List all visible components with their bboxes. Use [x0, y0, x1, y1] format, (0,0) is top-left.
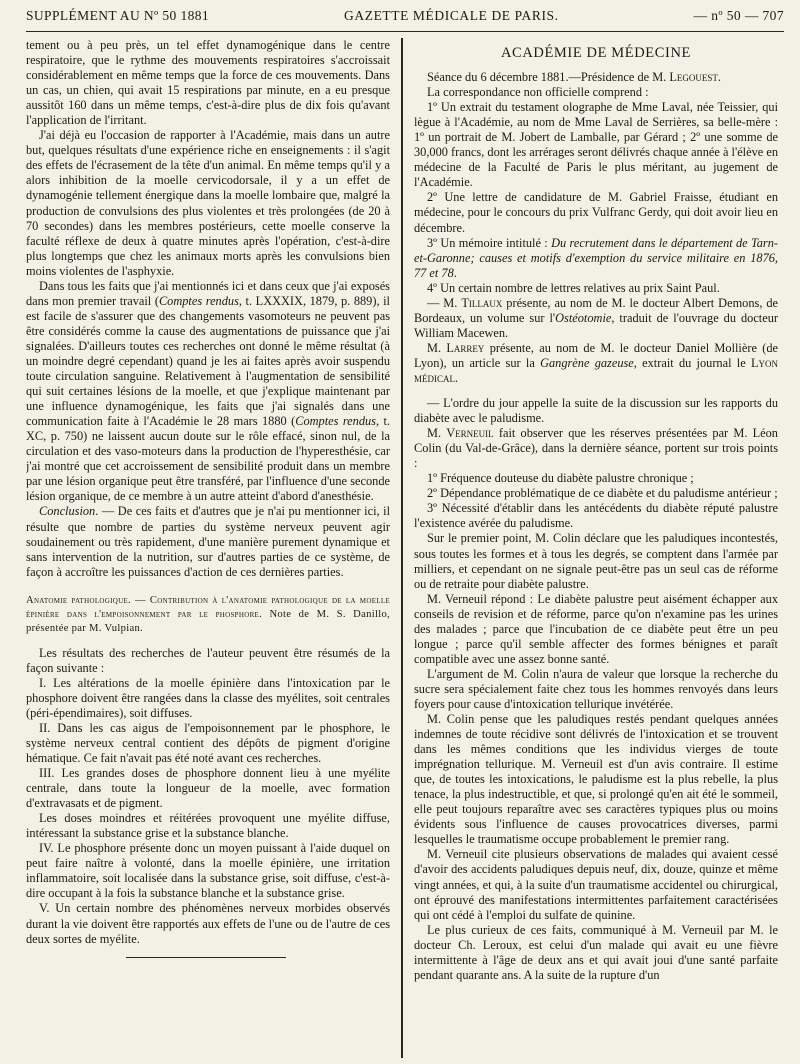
paragraph: M. Verneuil cite plusieurs observations de malades qui avaient cessé d'avoir des accidents paludiques depuis neuf, dix, douze, quinze et même vingt années, et qui, à la suite d'un traumatisme accidentel ou chirurgical, ont éprouvé des manifestations intermittentes parfaitement caractérisées qui ont cédé à l'emploi du sulfate de quinine. [414, 847, 778, 922]
paragraph: L'argument de M. Colin n'aura de valeur que lorsque la recherche du sucre sera spécialement faite chez tous les hommes renvoyés dans leurs foyers pour cause d'intoxication tellurique invétérée. [414, 666, 778, 711]
paragraph: Sur le premier point, M. Colin déclare que les paludiques incontestés, sous toutes les formes et à tous les degrés, se comptent dans l'armée par milliers, et cependant on ne signale peut-être pas un seul cas de réforme ou de retraite pour diabète palustre. [414, 531, 778, 591]
paragraph: — L'ordre du jour appelle la suite de la discussion sur les rapports du diabète avec le paludisme. [414, 396, 778, 426]
columns [26, 38, 784, 1058]
paragraph: M. Larrey présente, au nom de M. le docteur Daniel Mollière (de Lyon), un article sur la Gangrène gazeuse, extrait du journal le Lyon médical. [414, 340, 778, 385]
section-title: ACADÉMIE DE MÉDECINE [500, 45, 691, 61]
paragraph: 1º Fréquence douteuse du diabète palustre chronique ; [427, 471, 694, 486]
right-column [414, 38, 778, 1058]
paragraph: Le plus curieux de ces faits, communiqué à M. Verneuil par M. le docteur Ch. Leroux, est celui d'un malade qui avait eu une fièvre intermittente à l'âge de deux ans et qui avait joui d'une santé parfaite pendant quarante ans. A la suite de la rupture d'un [414, 922, 778, 982]
left-column [26, 38, 390, 1058]
paragraph: III. Les grandes doses de phosphore donnent lieu à une myélite centrale, dans toute la longueur de la moelle, avec formation d'extravasats et de pigment. [26, 766, 390, 811]
end-rule [126, 957, 286, 958]
paragraph: M. Verneuil fait observer que les réserves présentées par M. Léon Colin (du Val-de-Grâce), dans la dernière séance, portent sur trois points : [414, 426, 778, 471]
paragraph: tement ou à peu près, un tel effet dynamogénique dans le centre respiratoire, que le rythme des mouvements respiratoires s'accroissait considérablement en même temps que la force de ces mouvements. Dans un cas, un chien, qui avait 15 respirations par minute, en a eu presque aussitôt 160 dans un même temps, c'est-à-dire plus de dix fois qu'avant l'application de l'irritant. [26, 38, 390, 128]
header-journal-title: GAZETTE MÉDICALE DE PARIS. [344, 8, 559, 23]
paragraph: 2º Dépendance problématique de ce diabète et du paludisme antérieur ; [427, 486, 778, 501]
paragraph: 1º Un extrait du testament olographe de Mme Laval, née Teissier, qui lègue à l'Académie, au nom de Mme Laval de Serrières, sa belle-mère : 1º un portrait de M. Jobert de Lamballe, par Gérard ; 2º une somme de 30,000 francs, dont les arrérages seront délivrés chaque année à l'élève en médecine de la Faculté de Paris le plus méritant, au jugement de l'Académie. [414, 100, 778, 190]
paragraph: M. Colin pense que les paludiques restés pendant quelques années indemnes de toute récidive sont délivrés de l'intoxication et se trouvent dans les mêmes conditions que les individus vierges de toute imprégnation tellurique. M. Verneuil est d'un avis contraire. Il estime que, de toutes les intoxications, le paludisme est la plus rebelle, la plus tenace, la plus indestructible, et que, si prolongé qu'en ait été le sommeil, elle peut toujours reparaître avec ses caractères typiques plus ou moins évidents sous l'influence de causes provocatrices diverses, parmi lesquelles le traumatisme occupe probablement le premier rang. [414, 712, 778, 847]
paragraph: 3º Nécessité d'établir dans les antécédents du diabète réputé palustre l'existence avérée du paludisme. [414, 501, 778, 531]
header-page-number: — nº 50 — 707 [693, 8, 784, 23]
paragraph: Les résultats des recherches de l'auteur peuvent être résumés de la façon suivante : [26, 645, 390, 675]
paragraph: 4º Un certain nombre de lettres relatives au prix Saint Paul. [427, 280, 720, 295]
session-line: Séance du 6 décembre 1881.—Présidence de M. Legouest. [427, 70, 721, 85]
paragraph: 3º Un mémoire intitulé : Du recrutement dans le département de Tarn-et-Garonne; causes et motifs d'exemption du service militaire en 1876, 77 et 78. [414, 235, 778, 280]
page-header [26, 8, 784, 32]
section-heading: Anatomie pathologique. — Contribution à l'anatomie pathologique de la moelle épinière dans l'empoisonnement par le phosphore. Note de M. S. Danillo, présentée par M. Vulpian. [26, 594, 390, 634]
paragraph: Les doses moindres et réitérées provoquent une myélite diffuse, intéressant la substance grise et la substance blanche. [26, 811, 390, 841]
paragraph: 2º Une lettre de candidature de M. Gabriel Fraisse, étudiant en médecine, pour le concours du prix Vulfranc Gerdy, qui doit avoir lieu en décembre. [414, 190, 778, 235]
paragraph: I. Les altérations de la moelle épinière dans l'intoxication par le phosphore doivent être rangées dans la classe des myélites, soit centrales (péri-épendimaires), soit diffuses. [26, 675, 390, 720]
header-supplement: SUPPLÉMENT AU Nº 50 1881 [26, 8, 210, 23]
paragraph: II. Dans les cas aigus de l'empoisonnement par le phosphore, le système nerveux central contient des dépôts de pigment d'origine hématique. Ce fait n'avait pas été noté avant ces recherches. [26, 720, 390, 766]
paragraph: J'ai déjà eu l'occasion de rapporter à l'Académie, mais dans un autre but, quelques résultats d'une expérience riche en enseignements : il s'agit des effets de l'écrasement de la tête d'un animal. En même temps qu'il y a alors inhibition de la moelle cervicodorsale, il y a un effet de dynamogénie tellement énergique dans la moelle lombaire que, malgré la production de convulsions des plus violentes et très prolongées (de 20 à 70 secondes) dans les membres postérieurs, cette moelle conserve la faculté réflexe de deux à quatre minutes après l'opération, c'est-à-dire plus longtemps que chez les animaux morts après les convulsions bien moins violentes de l'asphyxie. [26, 128, 390, 278]
paragraph: — M. Tillaux présente, au nom de M. le docteur Albert Demons, de Bordeaux, un volume sur l'Ostéotomie, traduit de l'ouvrage du docteur William Macewen. [414, 295, 778, 340]
paragraph: IV. Le phosphore présente donc un moyen puissant à l'aide duquel on peut faire naître à volonté, dans la moelle épinière, une irritation inflammatoire, soit localisée dans la substance grise, soit diffuse, c'est-à-dire occupant à la fois la substance blanche et la substance grise. [26, 841, 390, 901]
paragraph: V. Un certain nombre des phénomènes nerveux morbides observés durant la vie doivent être rapportés aux effets de l'une ou de l'autre de ces deux sortes de myélite. [26, 901, 390, 946]
paragraph: Dans tous les faits que j'ai mentionnés ici et dans ceux que j'ai exposés dans mon premier travail (Comptes rendus, t. LXXXIX, 1879, p. 889), il est facile de s'assurer que des changements vasomoteurs ne peuvent pas être considérés comme la cause des augmentations de puissance que j'ai signalées. D'ailleurs toutes ces recherches ont donné le même résultat (à un moindre degré cependant) quand je les ai faites après avoir suspendu toute circulation sanguine. Relativement à l'augmentation de sensibilité qui suit certaines lésions de la moelle, et que j'explique maintenant par une influence dynamogénique, les faits que j'ai signalés dans une communication faite à l'Académie le 28 mars 1880 (Comptes rendus, t. XC, p. 750) ne laissent aucun doute sur le rôle effacé, sinon nul, de la circulation et des vaso-moteurs dans la production de l'hyperesthésie, car j'ai montré que cet accroissement de sensibilité produit dans un membre par une lésion organique peut être transféré, par l'influence d'une seconde lésion organique, de ce membre à un autre atteint d'abord d'anesthésie. [26, 278, 390, 504]
paragraph: M. Verneuil répond : Le diabète palustre peut aisément échapper aux conseils de revision et de réforme, parce qu'on n'examine pas les urines des malades ; parce que l'incubation de ce diabète peut être un peu longue ; parce qu'il semble affecter des formes bénignes et paraît compatible avec une assez bonne santé. [414, 591, 778, 666]
conclusion-paragraph: Conclusion. — De ces faits et d'autres que je n'ai pu mentionner ici, il résulte que nombre de parties du système nerveux peuvent agir soudainement ou très rapidement, d'une manière purement dynamique et sans intervention de la nutrition, sur d'autres parties de ce système, de façon à accroître les puissances d'action de ces dernières parties. [26, 504, 390, 579]
paragraph: La correspondance non officielle comprend : [427, 85, 649, 100]
column-divider [401, 38, 403, 1058]
